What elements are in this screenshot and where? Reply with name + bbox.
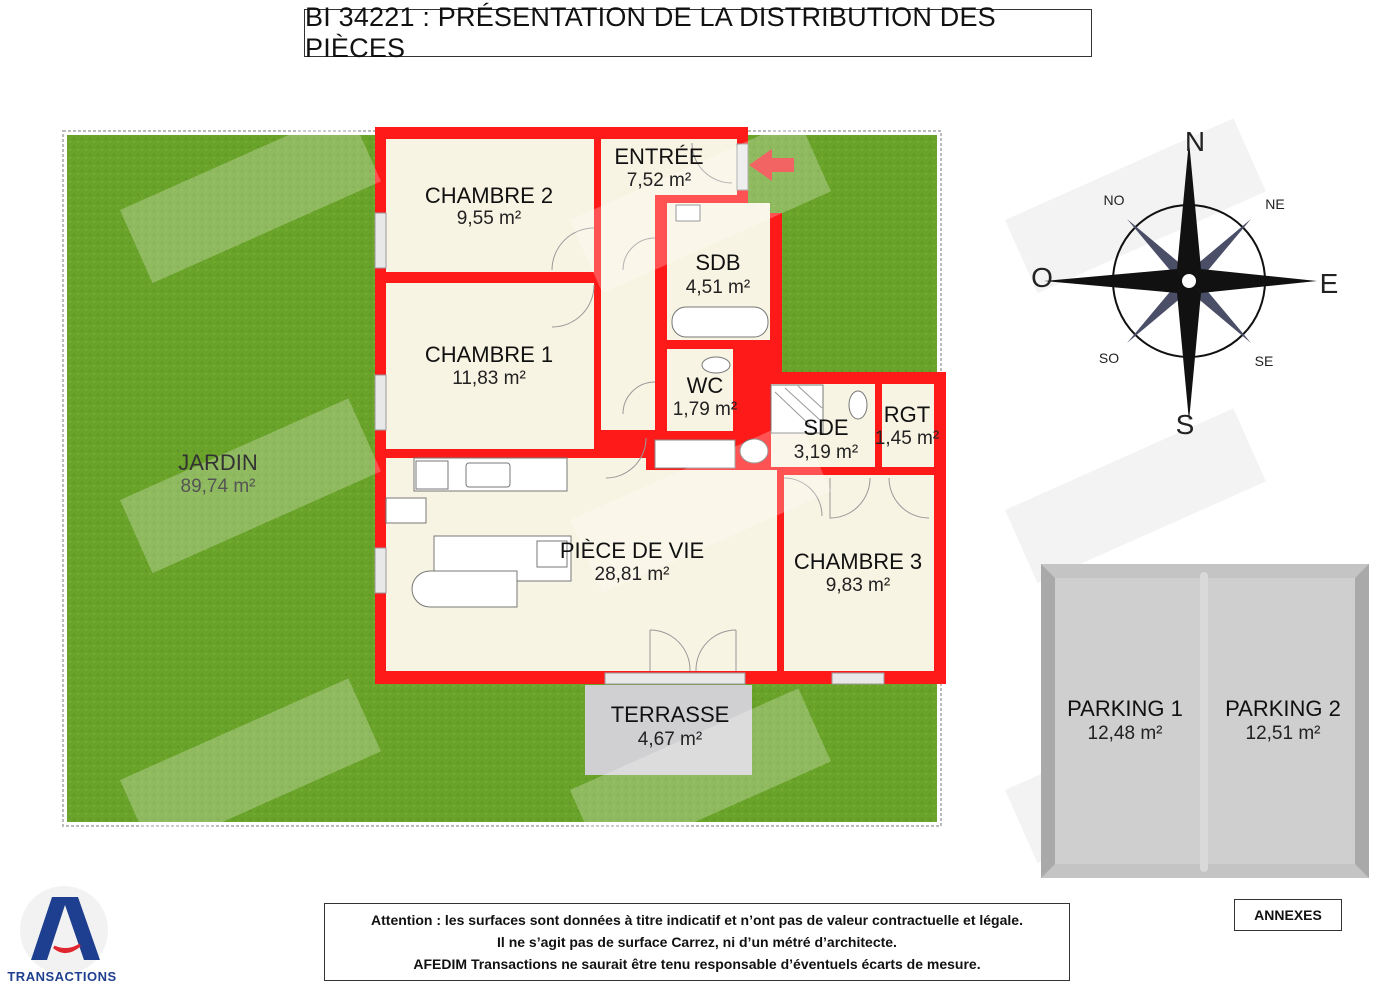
parking-name: PARKING 1 (1067, 696, 1183, 721)
room-name: PIÈCE DE VIE (559, 538, 705, 563)
disclaimer-line: Attention : les surfaces sont données à titre indicatif et n’ont pas de valeur contractuelle et légale. (371, 912, 1023, 928)
room-name: ENTRÉE (614, 144, 704, 169)
parking-area: 12,48 m² (1087, 723, 1163, 744)
compass-ne: NE (1265, 196, 1285, 212)
toilet-icon (849, 391, 867, 419)
toilet-icon (702, 357, 730, 373)
room-area: 9,55 m² (456, 208, 522, 229)
room-area: 1,45 m² (874, 428, 940, 449)
parking-annex (1041, 564, 1369, 878)
parking-area: 12,51 m² (1245, 723, 1321, 744)
compass-o: O (1031, 262, 1053, 293)
disclaimer-box (324, 903, 1070, 981)
logo-text: TRANSACTIONS (7, 969, 117, 984)
compass-s: S (1175, 409, 1195, 440)
logo-a-icon (4, 885, 134, 975)
bathtub-icon (672, 307, 768, 337)
room-name: CHAMBRE 2 (424, 183, 554, 208)
room-area: 28,81 m² (594, 564, 670, 585)
room-area: 7,52 m² (626, 170, 692, 191)
page-title-text: BI 34221 : PRÉSENTATION DE LA DISTRIBUTION DES PIÈCES (305, 2, 996, 63)
annexes-label (1234, 899, 1342, 931)
room-area: 3,19 m² (793, 442, 859, 463)
compass-e: E (1319, 268, 1339, 299)
room-name: TERRASSE (610, 702, 730, 727)
room-name: SDE (803, 415, 849, 440)
disclaimer-line: Il ne s’agit pas de surface Carrez, ni d’un métré d’architecte. (497, 934, 897, 950)
room-area: 4,67 m² (637, 729, 703, 750)
annexes-text: ANNEXES (1254, 907, 1322, 923)
room-area: 4,51 m² (685, 277, 751, 298)
room-area: 1,79 m² (672, 399, 738, 420)
room-name: WC (686, 373, 724, 398)
sink-icon (466, 463, 510, 487)
disclaimer-line: AFEDIM Transactions ne saurait être tenu responsable d’éventuels écarts de mesure. (413, 956, 981, 972)
room-name: SDB (695, 250, 741, 275)
room-area: 11,83 m² (452, 368, 526, 389)
room-area: 89,74 m² (180, 476, 256, 497)
parking-name: PARKING 2 (1225, 696, 1341, 721)
room-name: CHAMBRE 3 (793, 549, 923, 574)
room-area: 9,83 m² (825, 575, 891, 596)
room-name: RGT (883, 402, 931, 427)
compass-no: NO (1103, 192, 1125, 208)
compass-so: SO (1098, 350, 1120, 366)
compass-se: SE (1254, 353, 1274, 369)
room-name: JARDIN (178, 450, 258, 475)
room-name: CHAMBRE 1 (424, 342, 554, 367)
stove-icon (416, 461, 448, 489)
compass-n: N (1184, 126, 1206, 157)
